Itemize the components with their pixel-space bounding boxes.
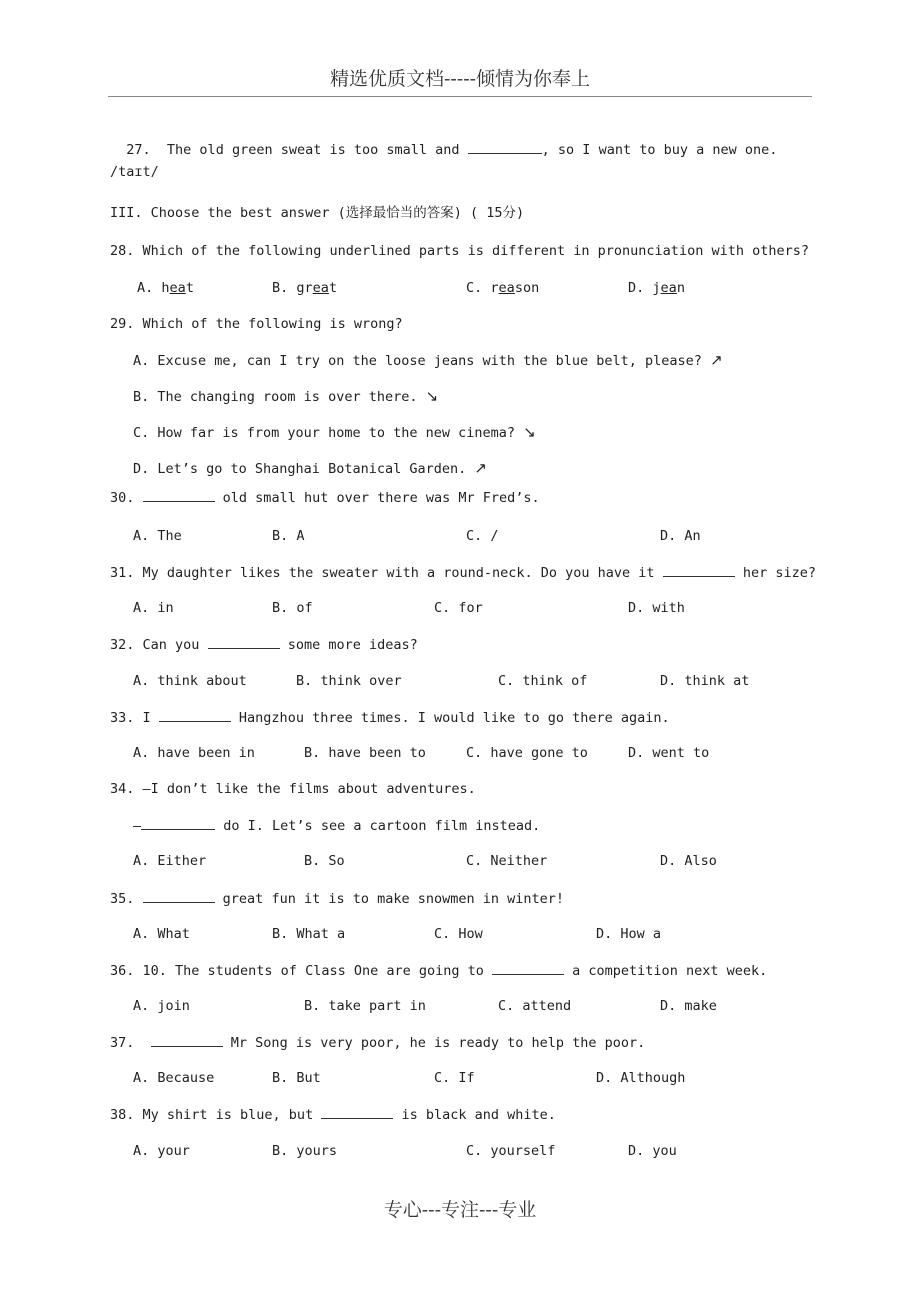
section-heading: III. Choose the best answer (选择最恰当的答案) ( 15分): [110, 205, 525, 221]
option-b: B. of: [272, 600, 313, 616]
option-c: C. How: [434, 926, 483, 942]
option-d: D. with: [628, 600, 685, 616]
option-b: B. take part in: [304, 998, 426, 1014]
option-a: A. have been in: [133, 745, 255, 761]
rising-intonation-icon: ↗: [474, 459, 487, 477]
option-d: D. Let’s go to Shanghai Botanical Garden. ↗: [133, 459, 487, 477]
answer-blank: [663, 563, 735, 577]
option-b: B. yours: [272, 1143, 338, 1159]
option-a: A. your: [133, 1143, 190, 1159]
option-b: B. The changing room is over there. ↘: [133, 387, 439, 405]
option-d: D. think at: [660, 673, 750, 689]
phonetic-hint: /taɪt/: [110, 164, 159, 180]
option-d: D. An: [660, 528, 701, 544]
option-b: B. A: [272, 528, 305, 544]
option-b: B. What a: [272, 926, 346, 942]
option-a: A. What: [133, 926, 190, 942]
option-b: B. think over: [296, 673, 402, 689]
option-a: A. Either: [133, 853, 207, 869]
question-34-reply: — do I. Let’s see a cartoon film instead.: [133, 818, 541, 834]
question-36: 36. 10. The students of Class One are going to a competition next week.: [110, 963, 768, 979]
answer-blank: [159, 708, 231, 722]
question-28: 28. Which of the following underlined parts is different in pronunciation with others?: [110, 243, 809, 259]
option-c: C. reason: [466, 280, 540, 296]
question-29: 29. Which of the following is wrong?: [110, 316, 403, 332]
option-c: C. How far is from your home to the new cinema? ↘: [133, 423, 536, 441]
option-c: C. for: [434, 600, 483, 616]
option-d: D. you: [628, 1143, 677, 1159]
option-d: D. jean: [628, 280, 685, 296]
question-38: 38. My shirt is blue, but is black and white.: [110, 1107, 556, 1123]
option-c: C. have gone to: [466, 745, 588, 761]
falling-intonation-icon: ↘: [425, 387, 439, 405]
question-31: 31. My daughter likes the sweater with a round-neck. Do you have it her size?: [110, 565, 816, 581]
question-text: The old green sweat is too small and: [166, 142, 460, 158]
question-30: 30. old small hut over there was Mr Fred’s.: [110, 490, 540, 506]
option-b: B. great: [272, 280, 338, 296]
option-c: C. If: [434, 1070, 475, 1086]
question-32: 32. Can you some more ideas?: [110, 637, 418, 653]
page-header: 精选优质文档-----倾情为你奉上: [108, 64, 812, 97]
question-34: 34. —I don’t like the films about adventures.: [110, 781, 476, 797]
question-text: , so I want to buy a new one.: [541, 142, 778, 158]
option-a: A. heat: [137, 280, 194, 296]
question-33: 33. I Hangzhou three times. I would like to go there again.: [110, 710, 670, 726]
option-a: A. The: [133, 528, 182, 544]
answer-blank: [468, 140, 542, 154]
answer-blank: [141, 816, 215, 830]
answer-blank: [143, 488, 215, 502]
option-c: C. attend: [498, 998, 572, 1014]
option-b: B. So: [304, 853, 345, 869]
answer-blank: [492, 961, 564, 975]
question-27: [110, 122, 777, 159]
page-footer: 专心---专注---专业: [383, 1199, 537, 1221]
answer-blank: [151, 1033, 223, 1047]
option-c: C. think of: [498, 673, 588, 689]
answer-blank: [321, 1105, 393, 1119]
option-a: A. in: [133, 600, 174, 616]
option-b: B. have been to: [304, 745, 426, 761]
option-c: C. /: [466, 528, 499, 544]
question-37: 37. Mr Song is very poor, he is ready to help the poor.: [110, 1035, 646, 1051]
option-c: C. Neither: [466, 853, 548, 869]
option-a: A. join: [133, 998, 190, 1014]
answer-blank: [208, 635, 280, 649]
option-d: D. make: [660, 998, 717, 1014]
option-a: A. think about: [133, 673, 247, 689]
answer-blank: [143, 889, 215, 903]
falling-intonation-icon: ↘: [523, 423, 536, 441]
option-a: A. Excuse me, can I try on the loose jeans with the blue belt, please? ↗: [133, 351, 723, 369]
option-c: C. yourself: [466, 1143, 556, 1159]
option-d: D. How a: [596, 926, 662, 942]
question-number: 27.: [126, 142, 151, 158]
option-d: D. Although: [596, 1070, 686, 1086]
option-d: D. went to: [628, 745, 710, 761]
option-b: B. But: [272, 1070, 321, 1086]
question-35: 35. great fun it is to make snowmen in winter!: [110, 891, 565, 907]
rising-intonation-icon: ↗: [710, 351, 723, 369]
option-a: A. Because: [133, 1070, 215, 1086]
option-d: D. Also: [660, 853, 717, 869]
